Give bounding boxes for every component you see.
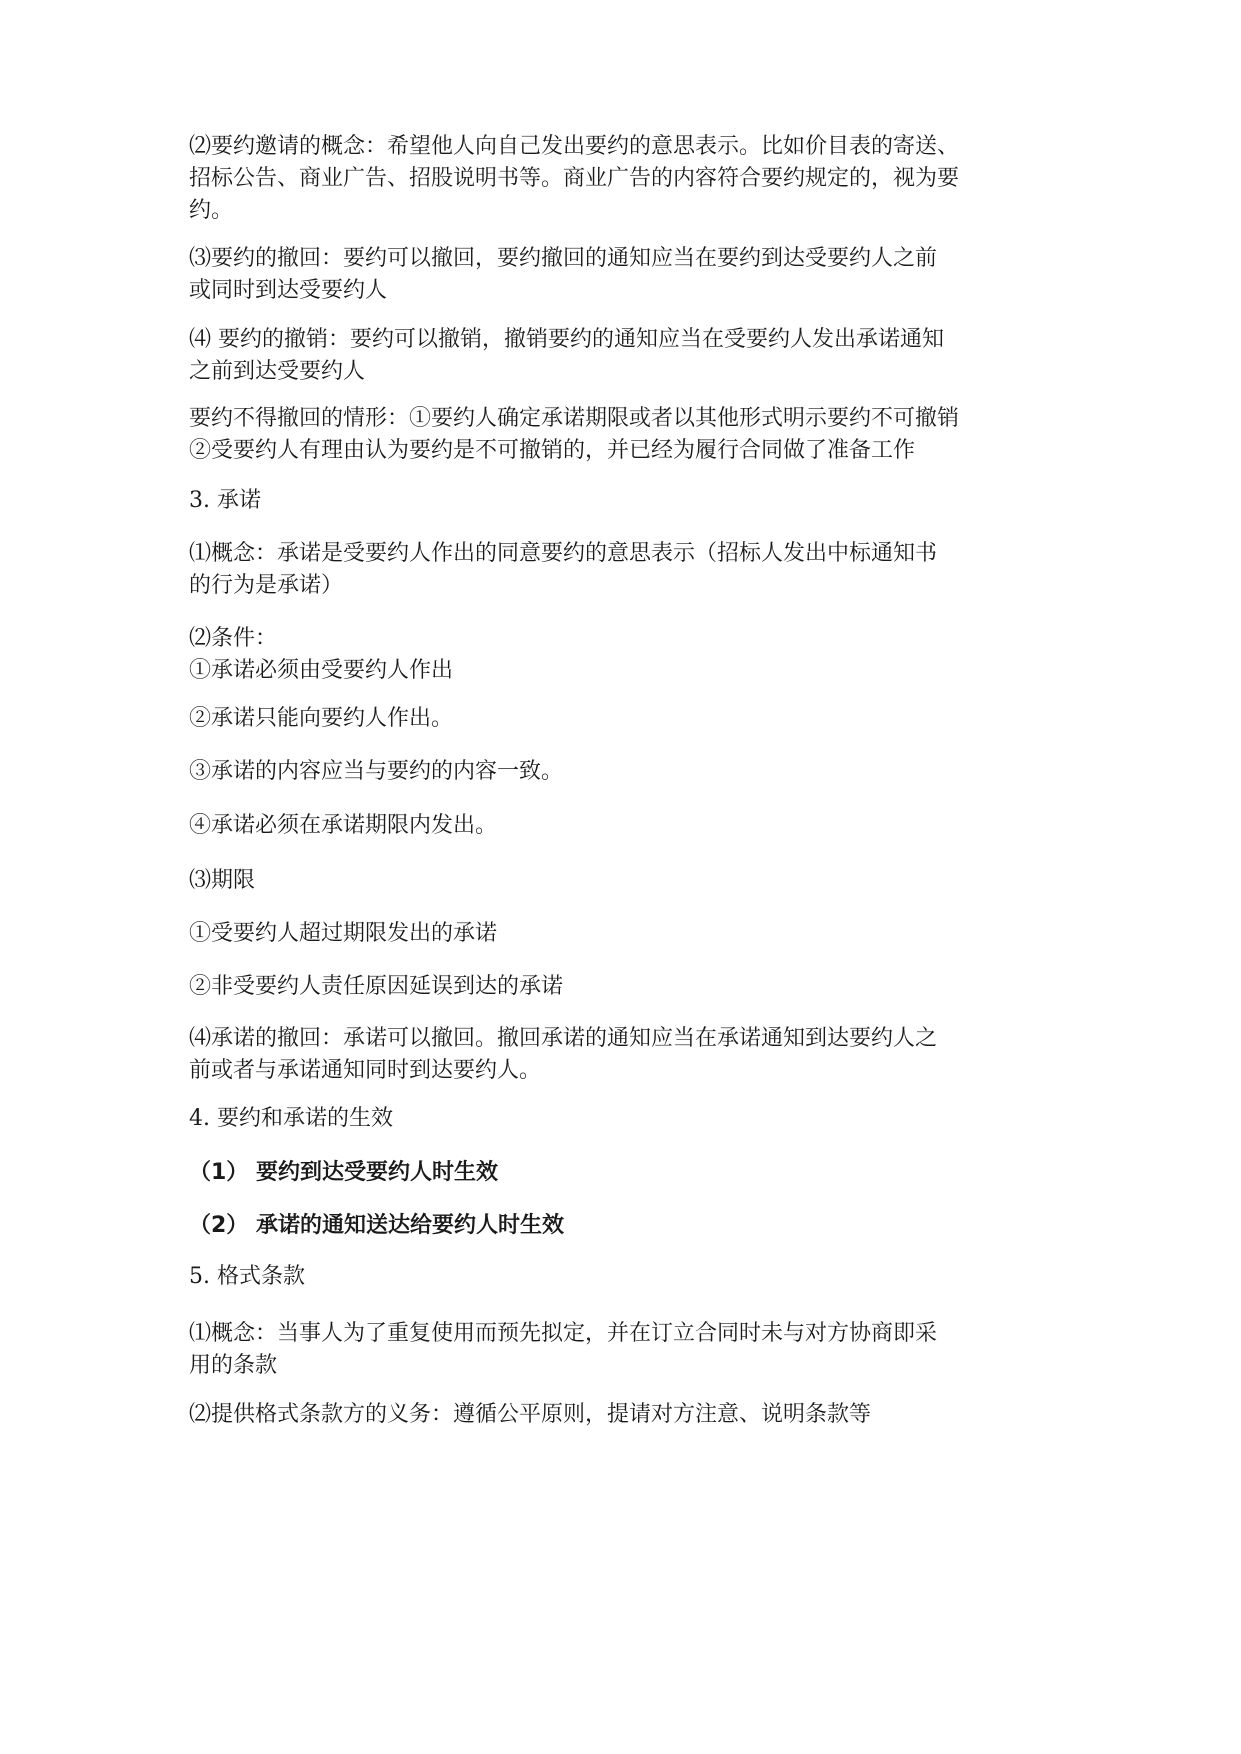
heading-standard-terms [189,1261,1069,1293]
text-line: 约。 [189,198,234,223]
text-line: 之前到达受要约人 [189,359,366,384]
text-line: ⑵要约邀请的概念：希望他人向自己发出要约的意思表示。比如价目表的寄送、 [189,134,960,159]
paragraph-period-1 [189,918,1069,950]
paragraph-standard-terms-duty [189,1399,1069,1431]
text-line: ⑶期限 [189,868,256,893]
text-line: ②受要约人有理由认为要约是不可撤销的，并已经为履行合同做了准备工作 [189,438,916,463]
text-line: ①受要约人超过期限发出的承诺 [189,921,498,946]
paragraph-acceptance-concept [189,538,1069,602]
text-line: ⑵提供格式条款方的义务：遵循公平原则，提请对方注意、说明条款等 [189,1402,872,1427]
text-line: 4. 要约和承诺的生效 [189,1106,393,1131]
paragraph-condition-2 [189,703,1069,735]
heading-acceptance [189,485,1069,517]
paragraph-standard-terms-concept [189,1318,1069,1382]
text-line: ③承诺的内容应当与要约的内容一致。 [189,759,564,784]
paragraph-period-2 [189,971,1069,1003]
text-line: ⑴概念：承诺是受要约人作出的同意要约的意思表示（招标人发出中标通知书 [189,541,938,566]
paragraph-offer-withdrawal [189,243,1069,307]
text-line: ⑴概念：当事人为了重复使用而预先拟定，并在订立合同时未与对方协商即采 [189,1321,938,1346]
paragraph-acceptance-withdrawal [189,1023,1069,1087]
text-line: ⑷ 要约的撤销：要约可以撤销，撤销要约的通知应当在受要约人发出承诺通知 [189,327,944,352]
paragraph-condition-4 [189,810,1069,842]
text-line: 用的条款 [189,1353,278,1378]
text-line: 或同时到达受要约人 [189,278,388,303]
paragraph-offer-revocation [189,324,1069,388]
text-line: 要约不得撤回的情形：①要约人确定承诺期限或者以其他形式明示要约不可撤销 [189,406,960,431]
text-line: （1） 要约到达受要约人时生效 [189,1160,498,1185]
text-line: ②承诺只能向要约人作出。 [189,706,454,731]
heading-period [189,865,1069,897]
paragraph-acceptance-conditions [189,623,1069,687]
text-line: 的行为是承诺） [189,573,344,598]
text-line: ⑶要约的撤回：要约可以撤回，要约撤回的通知应当在要约到达受要约人之前 [189,246,938,271]
text-line: ④承诺必须在承诺期限内发出。 [189,813,498,838]
heading-effectiveness [189,1103,1069,1135]
text-line: （2） 承诺的通知送达给要约人时生效 [189,1213,564,1238]
paragraph-effect-1 [189,1157,1069,1189]
text-line: ②非受要约人责任原因延误到达的承诺 [189,974,564,999]
text-line: 前或者与承诺通知同时到达要约人。 [189,1058,542,1083]
paragraph-condition-3 [189,756,1069,788]
text-line: ⑵条件： [189,626,278,651]
paragraph-irrevocable-cases [189,403,1069,467]
text-line: ①承诺必须由受要约人作出 [189,658,454,683]
text-line: 3. 承诺 [189,488,261,513]
text-line: 招标公告、商业广告、招股说明书等。商业广告的内容符合要约规定的，视为要 [189,166,960,191]
text-line: 5. 格式条款 [189,1264,305,1289]
text-line: ⑷承诺的撤回：承诺可以撤回。撤回承诺的通知应当在承诺通知到达要约人之 [189,1026,938,1051]
paragraph-offer-invitation [189,131,1069,227]
paragraph-effect-2 [189,1210,1069,1242]
